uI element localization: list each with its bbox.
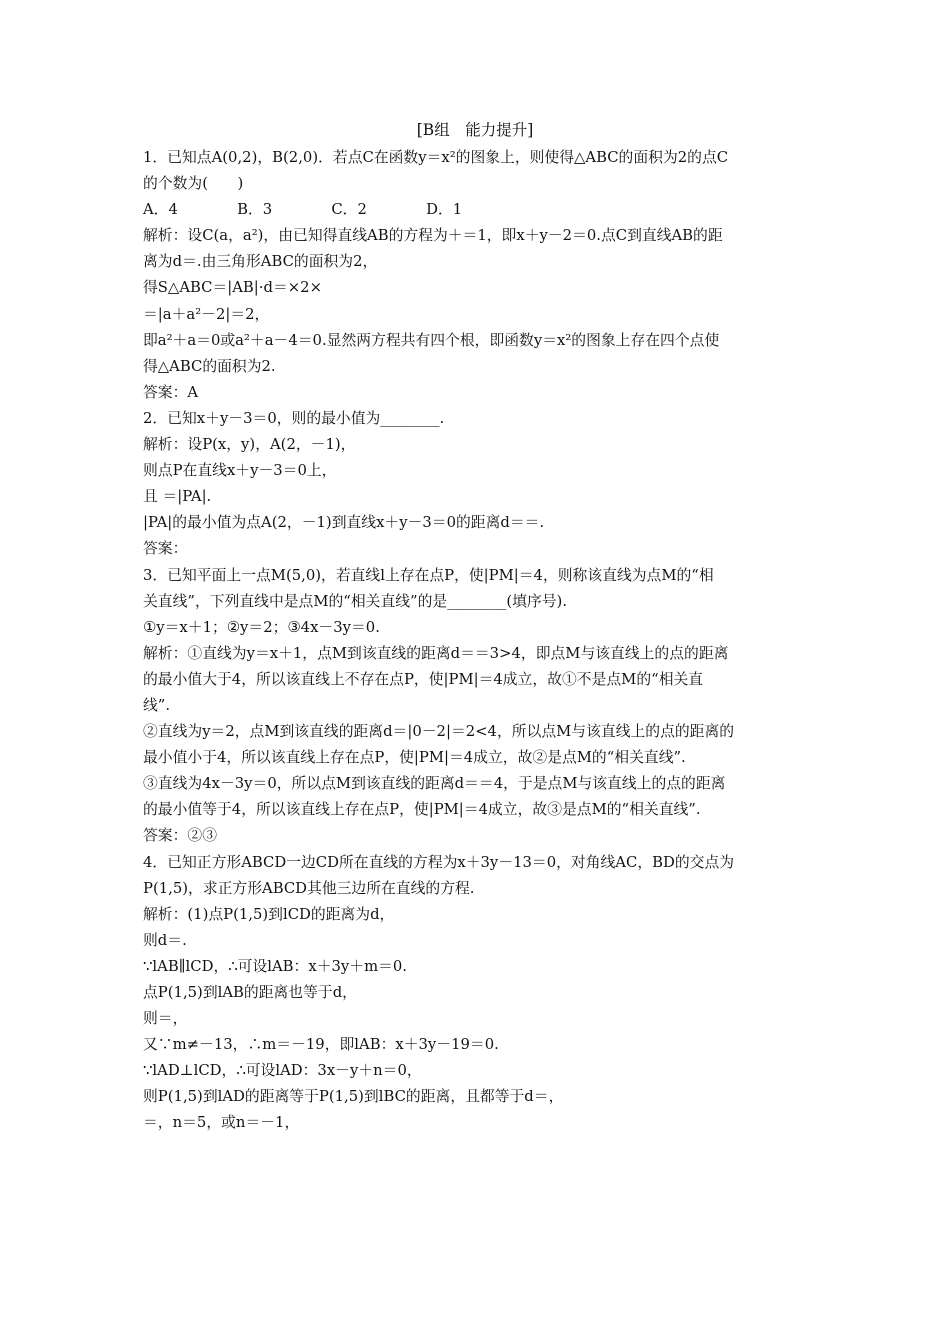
text-line: 的最小值等于4，所以该直线上存在点P，使|PM|＝4成立，故③是点M的“相关直线”. xyxy=(143,801,701,819)
text-line: 则点P在直线x＋y－3＝0上， xyxy=(143,462,337,480)
document-body xyxy=(143,145,811,1137)
text-line: 2．已知x＋y－3＝0，则的最小值为________. xyxy=(143,409,445,427)
text-line: ②直线为y＝2，点M到该直线的距离d＝|0－2|＝2<4，所以点M与该直线上的点的距离的 xyxy=(143,723,735,741)
text-line: 解析：(1)点P(1,5)到lCD的距离为d， xyxy=(143,905,395,923)
text-line: 答案： xyxy=(143,540,188,558)
text-line: 3．已知平面上一点M(5,0)，若直线l上存在点P，使|PM|＝4，则称该直线为点M的“相 xyxy=(143,566,714,584)
text-line: 解析：设P(x，y)，A(2，－1)， xyxy=(143,436,356,454)
text-line: ③直线为4x－3y＝0，所以点M到该直线的距离d＝＝4，于是点M与该直线上的点的距离 xyxy=(143,775,726,793)
section-heading: [B组 能力提升] xyxy=(416,121,534,139)
text-line: A．4 B．3 C．2 D．1 xyxy=(143,201,463,219)
text-line: 的个数为( ) xyxy=(143,175,244,193)
text-line: 则P(1,5)到lAD的距离等于P(1,5)到lBC的距离，且都等于d＝， xyxy=(143,1088,564,1106)
text-line: 又∵m≠－13，∴m＝－19，即lAB：x＋3y－19＝0. xyxy=(143,1036,499,1054)
text-line: 关直线”，下列直线中是点M的“相关直线”的是________(填序号). xyxy=(143,592,568,610)
text-line: ∵lAB∥lCD，∴可设lAB：x＋3y＋m＝0. xyxy=(143,957,408,975)
text-line: 解析：①直线为y＝x＋1，点M到该直线的距离d＝＝3>4，即点M与该直线上的点的距离 xyxy=(143,644,729,662)
text-line: 即a²＋a＝0或a²＋a－4＝0.显然两方程共有四个根，即函数y＝x²的图象上存在四个点使 xyxy=(143,331,720,349)
text-line: 则d＝. xyxy=(143,931,187,949)
text-line: 解析：设C(a，a²)，由已知得直线AB的方程为＋＝1，即x＋y－2＝0.点C到直线AB的距 xyxy=(143,227,723,245)
text-line: ∵lAD⊥lCD，∴可设lAD：3x－y＋n＝0， xyxy=(143,1062,422,1080)
text-line: ①y＝x＋1；②y＝2；③4x－3y＝0. xyxy=(143,618,380,636)
text-line: 得△ABC的面积为2. xyxy=(143,357,276,375)
text-line: ＝，n＝5，或n＝－1， xyxy=(143,1114,300,1132)
text-line: 最小值小于4，所以该直线上存在点P，使|PM|＝4成立，故②是点M的“相关直线”. xyxy=(143,749,686,767)
text-line: 4．已知正方形ABCD一边CD所在直线的方程为x＋3y－13＝0，对角线AC，BD的交点为 xyxy=(143,853,735,871)
text-line: 答案：②③ xyxy=(143,827,217,845)
text-line: 则＝， xyxy=(143,1010,188,1028)
text-line: |PA|的最小值为点A(2，－1)到直线x＋y－3＝0的距离d＝＝. xyxy=(143,514,545,532)
text-line: 且 ＝|PA|. xyxy=(143,488,212,506)
text-line: 点P(1,5)到lAB的距离也等于d， xyxy=(143,984,357,1001)
text-line: 答案：A xyxy=(143,383,199,401)
text-line: 离为d＝.由三角形ABC的面积为2， xyxy=(143,253,378,271)
text-line: 得S△ABC＝|AB|·d＝×2× xyxy=(143,279,322,297)
text-line: 的最小值大于4，所以该直线上不存在点P，使|PM|＝4成立，故①不是点M的“相关直 xyxy=(143,670,704,688)
text-line: 1．已知点A(0,2)，B(2,0)．若点C在函数y＝x²的图象上，则使得△ABC的面积为2的点C xyxy=(143,149,729,166)
text-line: ＝|a＋a²－2|＝2， xyxy=(143,305,270,323)
text-line: 线”. xyxy=(143,696,171,714)
text-line: P(1,5)，求正方形ABCD其他三边所在直线的方程. xyxy=(143,879,475,897)
